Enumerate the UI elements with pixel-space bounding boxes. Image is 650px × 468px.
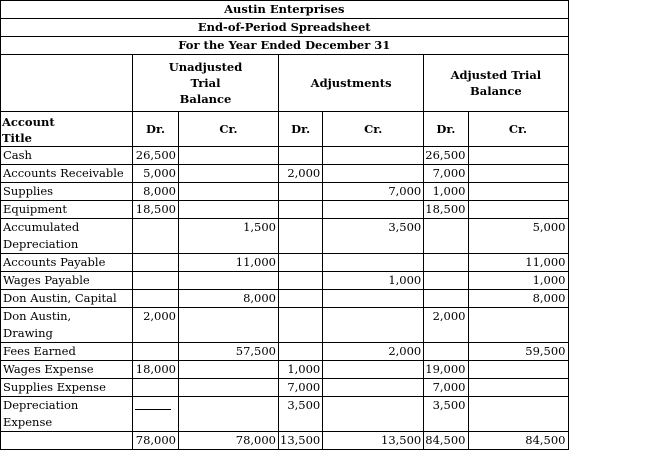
amount-atb-dr: 18,500 — [424, 201, 468, 219]
amount-adj-cr — [323, 201, 424, 219]
amount-adj-dr: 3,500 — [279, 397, 323, 432]
amount-atb-cr: 11,000 — [468, 254, 568, 272]
amount-adj-cr — [323, 165, 424, 183]
table-row — [1, 397, 569, 432]
amount-adj-cr — [323, 147, 424, 165]
amount-atb-cr — [468, 397, 568, 432]
amount-adj-cr — [323, 361, 424, 379]
amount-atb-cr: 1,000 — [468, 272, 568, 290]
report-period: For the Year Ended December 31 — [1, 37, 569, 55]
totals-label-cell — [1, 432, 133, 450]
total-adj-dr: 13,500 — [279, 432, 323, 450]
total-atb-cr: 84,500 — [468, 432, 568, 450]
amount-utb-dr — [133, 290, 179, 308]
total-utb-cr: 78,000 — [179, 432, 279, 450]
amount-adj-cr: 2,000 — [323, 343, 424, 361]
amount-atb-dr: 7,000 — [424, 165, 468, 183]
amount-adj-dr: 7,000 — [279, 379, 323, 397]
amount-utb-cr — [179, 165, 279, 183]
unadjusted-trial-balance-header: Unadjusted Trial Balance — [133, 55, 279, 112]
adj-cr-header: Cr. — [323, 112, 424, 147]
account-name: Accumulated Depreciation — [1, 219, 133, 254]
amount-utb-cr — [179, 183, 279, 201]
account-name: Wages Payable — [1, 272, 133, 290]
amount-utb-dr — [133, 343, 179, 361]
account-name: Don Austin, Drawing — [1, 308, 133, 343]
amount-atb-dr: 7,000 — [424, 379, 468, 397]
table-row — [1, 308, 569, 343]
amount-utb-cr — [179, 272, 279, 290]
amount-adj-dr — [279, 308, 323, 343]
amount-adj-dr — [279, 254, 323, 272]
amount-adj-cr — [323, 290, 424, 308]
amount-atb-cr: 8,000 — [468, 290, 568, 308]
header-blank-cell — [1, 55, 133, 112]
amount-utb-cr — [179, 379, 279, 397]
adj-dr-header: Dr. — [279, 112, 323, 147]
account-name: Supplies Expense — [1, 379, 133, 397]
amount-utb-cr: 57,500 — [179, 343, 279, 361]
utb-cr-header: Cr. — [179, 112, 279, 147]
amount-atb-dr: 26,500 — [424, 147, 468, 165]
amount-utb-cr — [179, 147, 279, 165]
amount-adj-cr: 3,500 — [323, 219, 424, 254]
account-name: Accounts Receivable — [1, 165, 133, 183]
amount-atb-dr — [424, 254, 468, 272]
amount-atb-dr: 19,000 — [424, 361, 468, 379]
account-name: Accounts Payable — [1, 254, 133, 272]
amount-utb-dr: 2,000 — [133, 308, 179, 343]
amount-utb-dr: 5,000 — [133, 165, 179, 183]
amount-adj-dr — [279, 219, 323, 254]
amount-adj-dr — [279, 290, 323, 308]
table-row — [1, 165, 569, 183]
amount-atb-cr — [468, 379, 568, 397]
amount-utb-cr — [179, 361, 279, 379]
amount-utb-dr — [133, 379, 179, 397]
company-name: Austin Enterprises — [1, 1, 569, 19]
table-row — [1, 272, 569, 290]
atb-dr-header: Dr. — [424, 112, 468, 147]
account-name: Fees Earned — [1, 343, 133, 361]
table-row — [1, 201, 569, 219]
amount-atb-dr: 2,000 — [424, 308, 468, 343]
table-row — [1, 219, 569, 254]
amount-atb-cr: 5,000 — [468, 219, 568, 254]
table-row — [1, 343, 569, 361]
amount-utb-dr — [133, 272, 179, 290]
total-rule-line — [135, 397, 171, 410]
table-row — [1, 379, 569, 397]
amount-utb-dr — [133, 219, 179, 254]
amount-utb-cr: 1,500 — [179, 219, 279, 254]
amount-utb-dr: 18,500 — [133, 201, 179, 219]
amount-atb-cr — [468, 183, 568, 201]
account-title-header: Account Title — [1, 112, 133, 147]
amount-atb-dr — [424, 343, 468, 361]
amount-adj-dr — [279, 147, 323, 165]
account-name: Don Austin, Capital — [1, 290, 133, 308]
amount-utb-cr — [179, 397, 279, 432]
amount-adj-cr — [323, 254, 424, 272]
amount-utb-cr: 8,000 — [179, 290, 279, 308]
amount-adj-cr — [323, 397, 424, 432]
utb-dr-header: Dr. — [133, 112, 179, 147]
amount-adj-cr: 1,000 — [323, 272, 424, 290]
amount-adj-dr — [279, 343, 323, 361]
table-row — [1, 361, 569, 379]
amount-adj-cr — [323, 379, 424, 397]
amount-atb-cr — [468, 147, 568, 165]
account-name: Supplies — [1, 183, 133, 201]
amount-utb-dr — [133, 397, 179, 432]
amount-atb-dr — [424, 219, 468, 254]
amount-utb-dr — [133, 254, 179, 272]
amount-utb-dr: 8,000 — [133, 183, 179, 201]
amount-adj-cr — [323, 308, 424, 343]
amount-atb-cr: 59,500 — [468, 343, 568, 361]
amount-adj-dr: 1,000 — [279, 361, 323, 379]
total-utb-dr: 78,000 — [133, 432, 179, 450]
amount-adj-dr — [279, 272, 323, 290]
amount-utb-cr: 11,000 — [179, 254, 279, 272]
amount-utb-cr — [179, 201, 279, 219]
amount-adj-cr: 7,000 — [323, 183, 424, 201]
amount-utb-cr — [179, 308, 279, 343]
atb-cr-header: Cr. — [468, 112, 568, 147]
account-name: Cash — [1, 147, 133, 165]
table-row — [1, 254, 569, 272]
table-row — [1, 147, 569, 165]
account-name: Equipment — [1, 201, 133, 219]
amount-atb-dr: 1,000 — [424, 183, 468, 201]
adjustments-header: Adjustments — [279, 55, 424, 112]
amount-atb-cr — [468, 165, 568, 183]
amount-atb-cr — [468, 308, 568, 343]
amount-atb-cr — [468, 201, 568, 219]
adjusted-trial-balance-header: Adjusted Trial Balance — [424, 55, 568, 112]
totals-row — [1, 432, 569, 450]
total-adj-cr: 13,500 — [323, 432, 424, 450]
amount-atb-dr: 3,500 — [424, 397, 468, 432]
report-name: End-of-Period Spreadsheet — [1, 19, 569, 37]
amount-adj-dr — [279, 183, 323, 201]
amount-atb-cr — [468, 361, 568, 379]
amount-utb-dr: 26,500 — [133, 147, 179, 165]
amount-adj-dr: 2,000 — [279, 165, 323, 183]
amount-adj-dr — [279, 201, 323, 219]
total-atb-dr: 84,500 — [424, 432, 468, 450]
account-name: Depreciation Expense — [1, 397, 133, 432]
table-row — [1, 290, 569, 308]
amount-atb-dr — [424, 290, 468, 308]
table-row — [1, 183, 569, 201]
account-name: Wages Expense — [1, 361, 133, 379]
amount-atb-dr — [424, 272, 468, 290]
amount-utb-dr: 18,000 — [133, 361, 179, 379]
